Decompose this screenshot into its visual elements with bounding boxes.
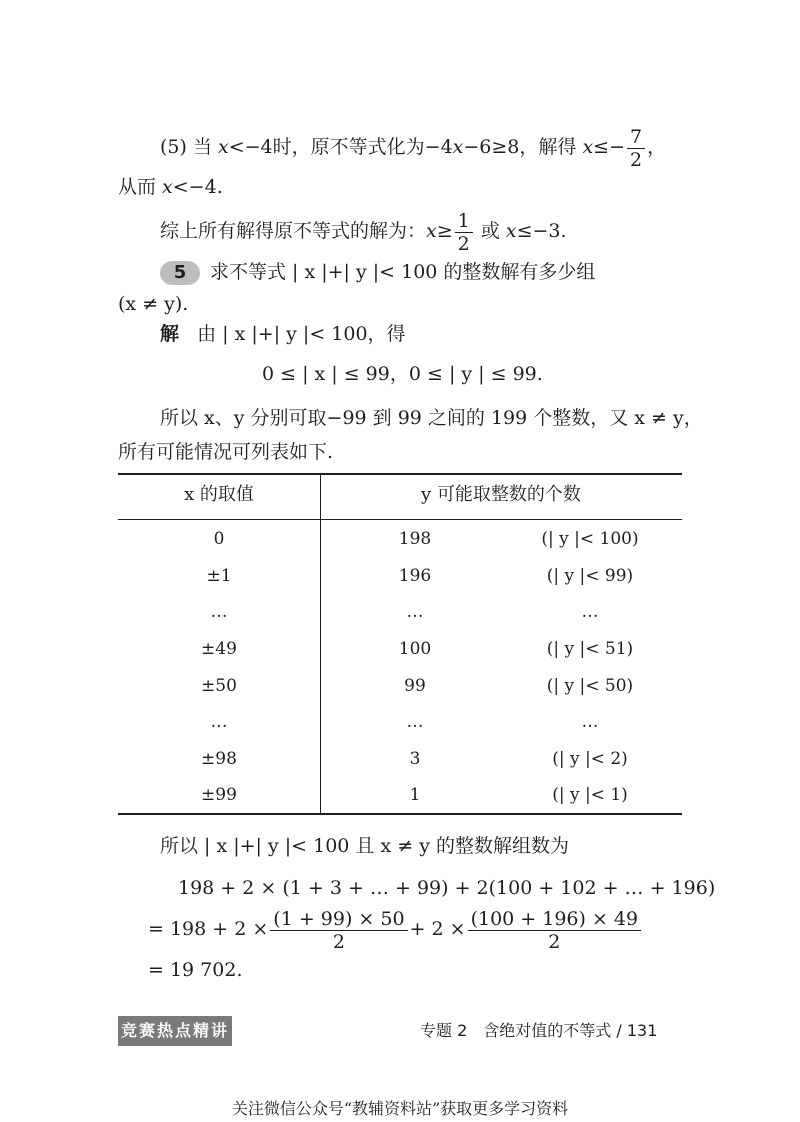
solution-line2: 0 ≤ | x | ≤ 99，0 ≤ | y | ≤ 99. [262,363,543,385]
table-cell-x: … [210,712,228,732]
table-bottom-rule [118,813,682,815]
table-cell-cond: (| y |< 51) [546,639,634,659]
table-cell-x: 0 [213,529,225,549]
table-cell-count: 1 [409,785,421,805]
table-cell-x: ±98 [201,749,237,769]
table-cell-x: ±50 [201,676,237,696]
problem-line1: 5 求不等式 | x |+| y |< 100 的整数解有多少组 [160,258,595,286]
table-cell-x: … [210,602,228,622]
table-cell-cond: (| y |< 99) [546,566,634,586]
case5-line2: 从而 x<−4. [118,176,223,198]
table-cell-count: 99 [404,676,426,696]
fraction-7-2: $\frac{7}{2}$ [627,126,645,171]
table-cell-cond: (| y |< 50) [546,676,634,696]
table-header-rule [118,519,682,520]
solution-line4: 所有可能情况可列表如下. [118,441,334,463]
table-cell-x: ±1 [206,566,232,586]
fraction-1-2: $\frac{1}{2}$ [455,210,473,255]
section-tag: 竞赛热点精讲 [118,1016,232,1046]
table-top-rule [118,473,682,475]
conclusion-line1: 所以 | x |+| y |< 100 且 x ≠ y 的整数解组数为 [160,835,569,857]
conclusion-line3: = 198 + 2 × $\frac{(1 + 99) \times 50}{2}$ + 2 × $\frac{(100 + 196) \times 49}{2}$ [148,904,643,954]
conclusion-line2: 198 + 2 × (1 + 3 + … + 99) + 2(100 + 102 + … + 196) [178,877,716,899]
conclusion-line4: = 19 702. [148,959,243,981]
table-cell-count: … [406,712,424,732]
table-header-y: y 可能取整数的个数 [421,484,581,505]
table-cell-x: ±49 [201,639,237,659]
running-head: 专题 2 含绝对值的不等式 / 131 [420,1021,658,1040]
table-cell-cond: (| y |< 1) [552,785,628,805]
watermark-note: 关注微信公众号“教辅资料站”获取更多学习资料 [231,1099,569,1118]
table-cell-count: 3 [409,749,421,769]
solution-line1: 解 由 | x |+| y |< 100，得 [160,323,406,345]
case5-line1: (5) 当 x<−4时，原不等式化为−4x−6≥8，解得 x≤− $\frac{7}{2}$ ， [160,125,667,171]
fraction-sum-odd: $\frac{(1 + 99) \times 50}{2}$ [270,908,407,953]
table-cell-count: … [406,602,424,622]
summary-line: 综上所有解得原不等式的解为：x≥ $\frac{1}{2}$ 或 x≤−3. [160,209,567,255]
table-cell-cond: (| y |< 2) [552,749,628,769]
table-cell-cond: … [581,602,599,622]
fraction-sum-even: $\frac{(100 + 196) \times 49}{2}$ [468,908,642,953]
table-column-divider [320,473,321,813]
solution-line3: 所以 x、y 分别可取−99 到 99 之间的 199 个整数，又 x ≠ y， [160,407,703,429]
table-cell-cond: (| y |< 100) [541,529,639,549]
problem-line2: (x ≠ y). [118,293,189,315]
table-cell-count: 198 [398,529,432,549]
table-cell-x: ±99 [201,785,237,805]
table-header-x: x 的取值 [184,484,254,505]
table-cell-cond: … [581,712,599,732]
problem-number-badge: 5 [160,261,200,285]
table-cell-count: 100 [398,639,432,659]
table-cell-count: 196 [398,566,432,586]
solution-label: 解 [160,323,180,345]
